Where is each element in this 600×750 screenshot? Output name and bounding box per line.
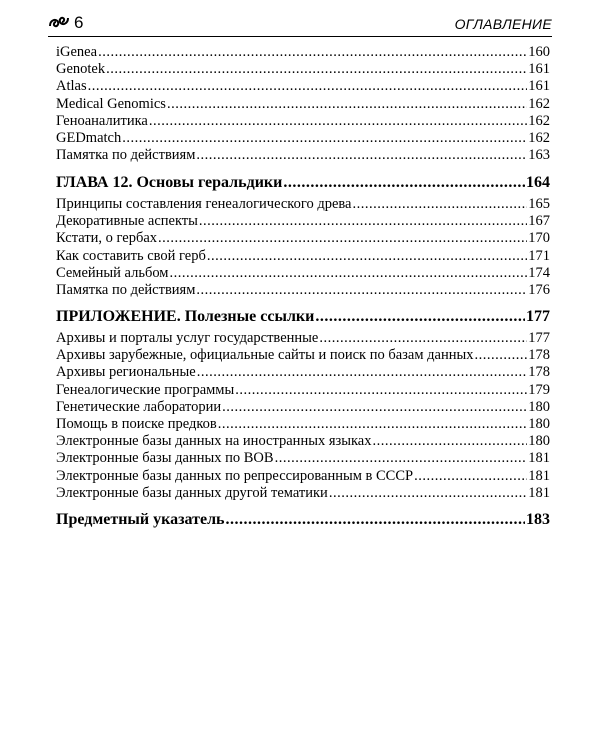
toc-entry[interactable] xyxy=(56,147,550,164)
toc-entry-page: 164 xyxy=(526,174,550,191)
dot-leader xyxy=(149,113,527,130)
dot-leader xyxy=(218,416,528,433)
dot-leader xyxy=(226,510,525,530)
toc-entry[interactable] xyxy=(56,330,550,347)
dot-leader xyxy=(474,347,527,364)
toc-entry-page: 163 xyxy=(528,147,550,164)
toc-entry-label: Архивы зарубежные, официальные сайты и поиск по базам данных xyxy=(56,347,474,364)
toc-chapter-entry[interactable] xyxy=(56,307,550,327)
toc-entry[interactable] xyxy=(56,196,550,213)
section-title: ОГЛАВЛЕНИЕ xyxy=(454,16,552,32)
dot-leader xyxy=(167,96,527,113)
toc-chapter-entry[interactable] xyxy=(56,510,550,530)
toc-index xyxy=(56,510,550,530)
dot-leader xyxy=(207,248,527,265)
toc-entry[interactable] xyxy=(56,347,550,364)
toc-entry-page: 167 xyxy=(528,213,550,230)
dot-leader xyxy=(122,130,527,147)
toc-entry-page: 165 xyxy=(528,196,550,212)
toc-entry-page: 180 xyxy=(528,415,550,432)
dot-leader xyxy=(352,196,527,213)
toc-entry-label: Genotek xyxy=(56,61,106,78)
toc-entry-page: 160 xyxy=(528,44,550,60)
toc-entry-page: 161 xyxy=(528,78,550,95)
toc-chapter-entry[interactable] xyxy=(56,173,550,193)
toc-entry-label: ГЛАВА 12. Основы геральдики xyxy=(56,174,283,191)
toc-entry[interactable] xyxy=(56,213,550,230)
toc-entry-label: ПРИЛОЖЕНИЕ. Полезные ссылки xyxy=(56,308,315,325)
toc-entry[interactable] xyxy=(56,382,550,399)
toc-entry-label: Памятка по действиям xyxy=(56,281,196,298)
toc-entry-label: Medical Genomics xyxy=(56,95,166,112)
dot-leader xyxy=(235,382,527,399)
toc-entry-page: 183 xyxy=(526,511,550,528)
toc-entry[interactable] xyxy=(56,113,550,130)
dot-leader xyxy=(222,399,527,416)
toc-entry-label: Архивы региональные xyxy=(56,364,196,381)
toc-entry-page: 170 xyxy=(528,230,550,247)
dot-leader xyxy=(88,78,528,95)
toc-entry-page: 178 xyxy=(528,347,550,364)
dot-leader xyxy=(319,330,527,347)
dot-leader xyxy=(196,282,527,299)
toc-entry-label: Генетические лаборатории xyxy=(56,398,222,415)
dot-leader xyxy=(98,44,527,61)
toc-entry-label: Электронные базы данных по ВОВ xyxy=(56,450,274,467)
toc-entry-label: Помощь в поиске предков xyxy=(56,415,217,432)
toc-entry[interactable] xyxy=(56,433,550,450)
dot-leader xyxy=(372,433,527,450)
toc-entry[interactable] xyxy=(56,282,550,299)
toc-entry[interactable] xyxy=(56,416,550,433)
dot-leader xyxy=(199,213,527,230)
toc-entry-label: Предметный указатель xyxy=(56,511,225,528)
toc-entry-page: 181 xyxy=(528,467,550,484)
toc-entry-page: 177 xyxy=(526,308,550,325)
toc-entry-page: 171 xyxy=(528,247,550,264)
toc-block-1 xyxy=(56,44,550,164)
toc-entry[interactable] xyxy=(56,248,550,265)
toc-entry[interactable] xyxy=(56,468,550,485)
dot-leader xyxy=(196,147,527,164)
toc-entry[interactable] xyxy=(56,399,550,416)
toc-entry-page: 179 xyxy=(528,381,550,398)
toc-entry-label: Электронные базы данных другой тематики xyxy=(56,484,328,501)
toc-entry-page: 178 xyxy=(528,364,550,381)
toc-entry[interactable] xyxy=(56,96,550,113)
toc-entry-page: 180 xyxy=(528,433,550,450)
toc-entry[interactable] xyxy=(56,61,550,78)
toc-appendix xyxy=(56,307,550,327)
toc-entry-label: Геноаналитика xyxy=(56,112,148,129)
toc-entry[interactable] xyxy=(56,130,550,147)
toc-entry[interactable] xyxy=(56,78,550,95)
toc-entry-label: Atlas xyxy=(56,78,87,95)
toc-entry[interactable] xyxy=(56,44,550,61)
dot-leader xyxy=(414,468,527,485)
dot-leader xyxy=(315,307,525,327)
dot-leader xyxy=(106,61,527,78)
toc-entry-page: 177 xyxy=(528,330,550,346)
toc-entry-page: 180 xyxy=(528,398,550,415)
toc-entry-page: 162 xyxy=(528,129,550,146)
toc-entry-page: 162 xyxy=(528,95,550,112)
toc-entry[interactable] xyxy=(56,230,550,247)
toc-entry-page: 181 xyxy=(528,450,550,467)
dot-leader xyxy=(275,450,528,467)
toc-entry-label: Декоративные аспекты xyxy=(56,213,198,230)
toc-entry-page: 181 xyxy=(528,484,550,501)
toc-chapter-12 xyxy=(56,173,550,193)
book-ornament-icon xyxy=(48,14,70,30)
toc-entry-page: 162 xyxy=(528,112,550,129)
toc-entry-label: Генеалогические программы xyxy=(56,381,235,398)
page-header xyxy=(48,14,552,37)
toc-entry-label: Семейный альбом xyxy=(56,264,169,281)
toc-entry-label: Как составить свой герб xyxy=(56,247,206,264)
toc-entry[interactable] xyxy=(56,364,550,381)
toc-entry-label: Архивы и порталы услуг государственные xyxy=(56,330,319,346)
toc-block-3 xyxy=(56,330,550,502)
toc-entry[interactable] xyxy=(56,485,550,502)
dot-leader xyxy=(158,230,527,247)
page-number: 6 xyxy=(74,13,84,32)
toc-entry-label: Кстати, о гербах xyxy=(56,230,158,247)
toc-entry[interactable] xyxy=(56,450,550,467)
toc-entry-label: Принципы составления генеалогического древа xyxy=(56,196,352,212)
toc-block-2 xyxy=(56,196,550,299)
toc-entry-page: 161 xyxy=(528,61,550,78)
dot-leader xyxy=(283,173,525,193)
toc-entry-page: 176 xyxy=(528,281,550,298)
toc-entry-label: Электронные базы данных по репрессированным в СССР xyxy=(56,467,414,484)
dot-leader xyxy=(197,364,528,381)
dot-leader xyxy=(169,265,527,282)
toc-entry-label: GEDmatch xyxy=(56,129,122,146)
toc-entry-label: Электронные базы данных на иностранных языках xyxy=(56,433,372,450)
toc-entry-label: Памятка по действиям xyxy=(56,147,196,164)
toc-entry[interactable] xyxy=(56,265,550,282)
toc-entry-label: iGenea xyxy=(56,44,98,60)
toc-entry-page: 174 xyxy=(528,264,550,281)
dot-leader xyxy=(329,485,527,502)
